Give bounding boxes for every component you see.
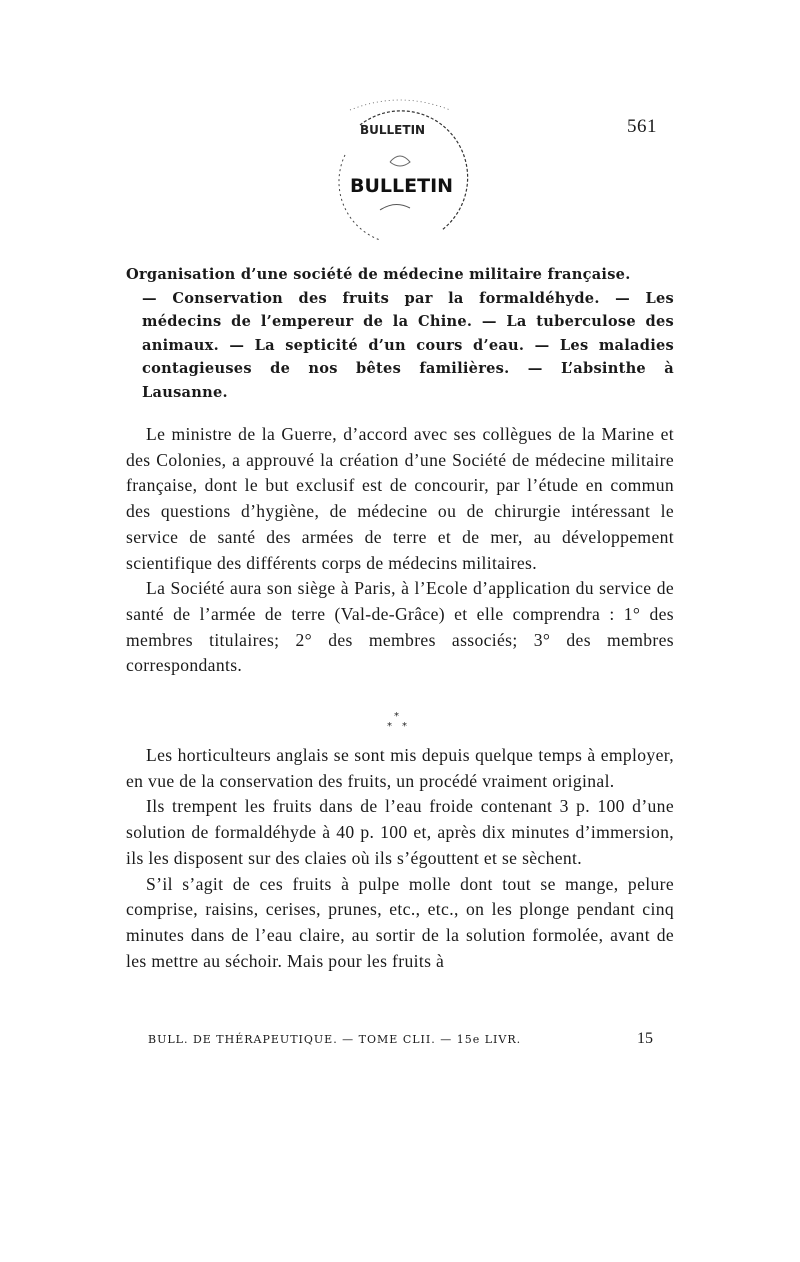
paragraph: S’il s’agit de ces fruits à pulpe molle dont tout se mange, pelure comprise, raisins, cerises, prunes, etc., etc., on les plonge pendant cinq minutes dans de l’eau claire, au sortir de la solution formolée, avant de les mettre au séchoir. Mais pour les fruits à xyxy=(126,873,674,971)
section-military-medicine xyxy=(126,422,674,679)
footer-signature: BULL. DE THÉRAPEUTIQUE. — TOME CLII. — 15e LIVR. xyxy=(148,1033,522,1046)
separator-star: * xyxy=(387,721,392,732)
article-summary xyxy=(126,263,674,405)
section-separator xyxy=(384,711,414,733)
library-stamp xyxy=(320,70,480,255)
summary-rest: — Conservation des fruits par la formaldéhyde. — Les médecins de l’empereur de la Chine. — La tuberculose des animaux. — La septicité d’un cours d’eau. — Les maladies contagieuses de nos bêtes familières. — L’absinthe à Lausanne. xyxy=(142,289,674,401)
stamp-top-text: BULLETIN xyxy=(360,123,426,137)
page-number: 561 xyxy=(627,116,657,137)
section-fruit-conservation xyxy=(126,743,674,974)
summary-first-line: Organisation d’une société de médecine militaire française. xyxy=(126,266,631,283)
footer-sheet-number: 15 xyxy=(637,1030,653,1047)
paragraph: La Société aura son siège à Paris, à l’Ecole d’application du service de santé de l’armée de terre (Val-de-Grâce) et elle comprendra : 1° des membres titulaires; 2° des membres associés; 3° des membres correspondants. xyxy=(126,578,674,676)
stamp-center-text: BULLETIN xyxy=(350,175,454,197)
paragraph: Le ministre de la Guerre, d’accord avec ses collègues de la Marine et des Colonies, a approuvé la création d’une Société de médecine militaire française, dont le but exclusif est de concourir, par l’étude en commun des questions d’hygiène, de médecine ou de chirurgie intéressant le service de santé des armées de terre et de mer, au développement scientifique des différents corps de médecins militaires. xyxy=(126,424,674,573)
separator-star: * xyxy=(394,711,399,722)
page-footer xyxy=(148,1030,653,1048)
paragraph: Ils trempent les fruits dans de l’eau froide contenant 3 p. 100 d’une solution de formaldéhyde à 40 p. 100 et, après dix minutes d’immersion, ils les disposent sur des claies où ils s’égouttent et se sèchent. xyxy=(126,796,674,868)
paragraph: Les horticulteurs anglais se sont mis depuis quelque temps à employer, en vue de la conservation des fruits, un procédé vraiment original. xyxy=(126,745,674,791)
separator-star: * xyxy=(402,721,407,732)
